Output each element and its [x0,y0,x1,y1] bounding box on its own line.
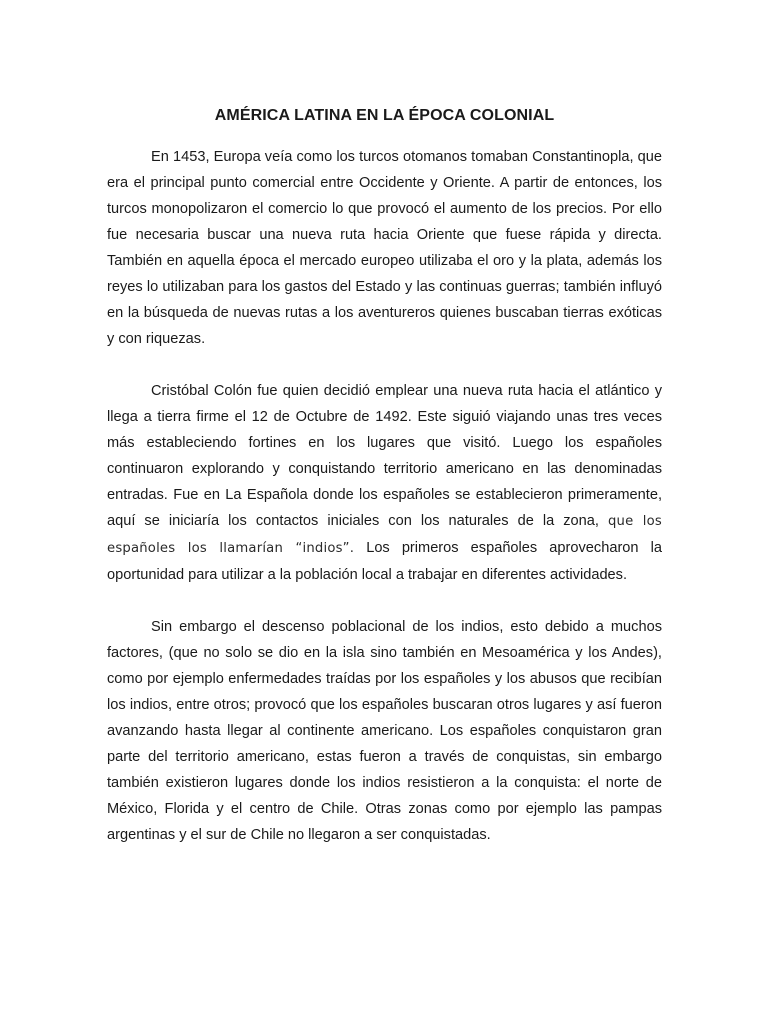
paragraph-1: En 1453, Europa veía como los turcos otomanos tomaban Constantinopla, que era el principal punto comercial entre Occidente y Oriente. A partir de entonces, los turcos monopolizaron el comercio lo que provocó el aumento de los precios. Por ello fue necesaria buscar una nueva ruta hacia Oriente que fuese rápida y directa. También en aquella época el mercado europeo utilizaba el oro y la plata, además los reyes lo utilizaban para los gastos del Estado y las continuas guerras; también influyó en la búsqueda de nuevas rutas a los aventureros quienes buscaban tierras exóticas y con riquezas. [107,149,662,347]
paragraph-2-text-after: Los primeros españoles aprovecharon la oportunidad para utilizar a la población local a trabajar en diferentes actividades. [107,540,662,583]
paragraph-3: Sin embargo el descenso poblacional de los indios, esto debido a muchos factores, (que no solo se dio en la isla sino también en Mesoamérica y los Andes), como por ejemplo enfermedades traídas por los españoles y los abusos que recibían los indios, entre otros; provocó que los españoles buscaran otros lugares y así fueron avanzando hasta llegar al continente americano. Los españoles conquistaron gran parte del territorio americano, estas fueron a través de conquistas, sin embargo también existieron lugares donde los indios resistieron a la conquista: el norte de México, Florida y el centro de Chile. Otras zonas como por ejemplo las pampas argentinas y el sur de Chile no llegaron a ser conquistadas. [107,619,662,843]
paragraph-2-text-before: Cristóbal Colón fue quien decidió emplear una nueva ruta hacia el atlántico y llega a tierra firme el 12 de Octubre de 1492. Este siguió viajando unas tres veces más estableciendo fortines en los lugares que visitó. Luego los españoles continuaron explorando y conquistando territorio americano en las denominadas entradas. Fue en La Española donde los españoles se establecieron primeramente, aquí se iniciaría los contactos iniciales con los naturales de la zona, [107,383,662,529]
paragraph-2-alt-font-text: que los españoles los llamarían “indios”. [107,514,662,556]
document-page [107,104,662,874]
document-title: AMÉRICA LATINA EN LA ÉPOCA COLONIAL [214,107,555,124]
paragraph-2 [107,378,662,588]
